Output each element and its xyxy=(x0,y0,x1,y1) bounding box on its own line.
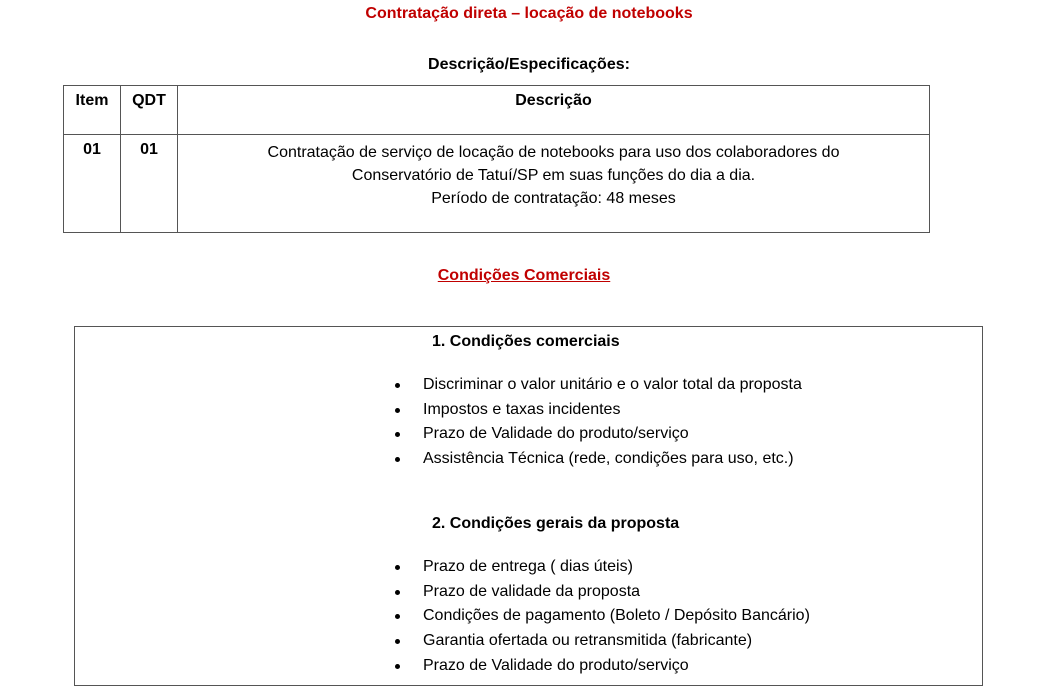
specifications-table xyxy=(63,85,930,233)
header-qdt: QDT xyxy=(121,86,178,135)
bullet-icon xyxy=(395,565,400,570)
list-item xyxy=(391,373,802,398)
table-row xyxy=(64,135,930,233)
bullet-icon xyxy=(395,639,400,644)
list-item-text: Prazo de Validade do produto/serviço xyxy=(423,656,689,674)
cell-item: 01 xyxy=(64,135,121,233)
bullet-icon xyxy=(395,383,400,388)
list-item-text: Condições de pagamento (Boleto / Depósito Bancário) xyxy=(423,607,810,625)
document-title: Contratação direta – locação de notebooks xyxy=(365,5,693,22)
list-item xyxy=(391,422,802,447)
description-line: Contratação de serviço de locação de notebooks para uso dos colaboradores do xyxy=(267,144,840,161)
header-item: Item xyxy=(64,86,121,135)
description-line: Período de contratação: 48 meses xyxy=(431,190,676,207)
list-item-text: Impostos e taxas incidentes xyxy=(423,400,621,418)
commercial-conditions-list xyxy=(391,373,802,472)
bullet-icon xyxy=(395,614,400,619)
list-item xyxy=(391,555,810,580)
general-conditions-list xyxy=(391,555,810,678)
cell-description xyxy=(178,135,930,233)
list-item-text: Assistência Técnica (rede, condições para uso, etc.) xyxy=(423,450,794,468)
list-item xyxy=(391,580,810,605)
bullet-icon xyxy=(395,408,400,413)
bullet-icon xyxy=(395,457,400,462)
list-item-text: Prazo de Validade do produto/serviço xyxy=(423,425,689,443)
commercial-conditions-title: Condições Comerciais xyxy=(437,267,611,284)
general-conditions-heading: 2. Condições gerais da proposta xyxy=(432,515,680,532)
list-item-text: Prazo de entrega ( dias úteis) xyxy=(423,558,633,575)
conditions-box xyxy=(74,326,983,686)
bullet-icon xyxy=(395,590,400,595)
list-item xyxy=(391,398,802,423)
header-description: Descrição xyxy=(178,86,930,135)
table-header-row xyxy=(64,86,930,135)
list-item xyxy=(391,604,810,629)
list-item xyxy=(391,447,802,472)
commercial-conditions-heading: 1. Condições comerciais xyxy=(432,333,620,350)
bullet-icon xyxy=(395,432,400,437)
list-item xyxy=(391,629,810,654)
list-item-text: Garantia ofertada ou retransmitida (fabricante) xyxy=(423,632,753,650)
list-item-text: Discriminar o valor unitário e o valor total da proposta xyxy=(423,376,802,393)
bullet-icon xyxy=(395,664,400,669)
specifications-heading: Descrição/Especificações: xyxy=(428,56,630,73)
list-item-text: Prazo de validade da proposta xyxy=(423,582,641,600)
cell-qdt: 01 xyxy=(121,135,178,233)
description-line: Conservatório de Tatuí/SP em suas funções do dia a dia. xyxy=(351,167,756,184)
